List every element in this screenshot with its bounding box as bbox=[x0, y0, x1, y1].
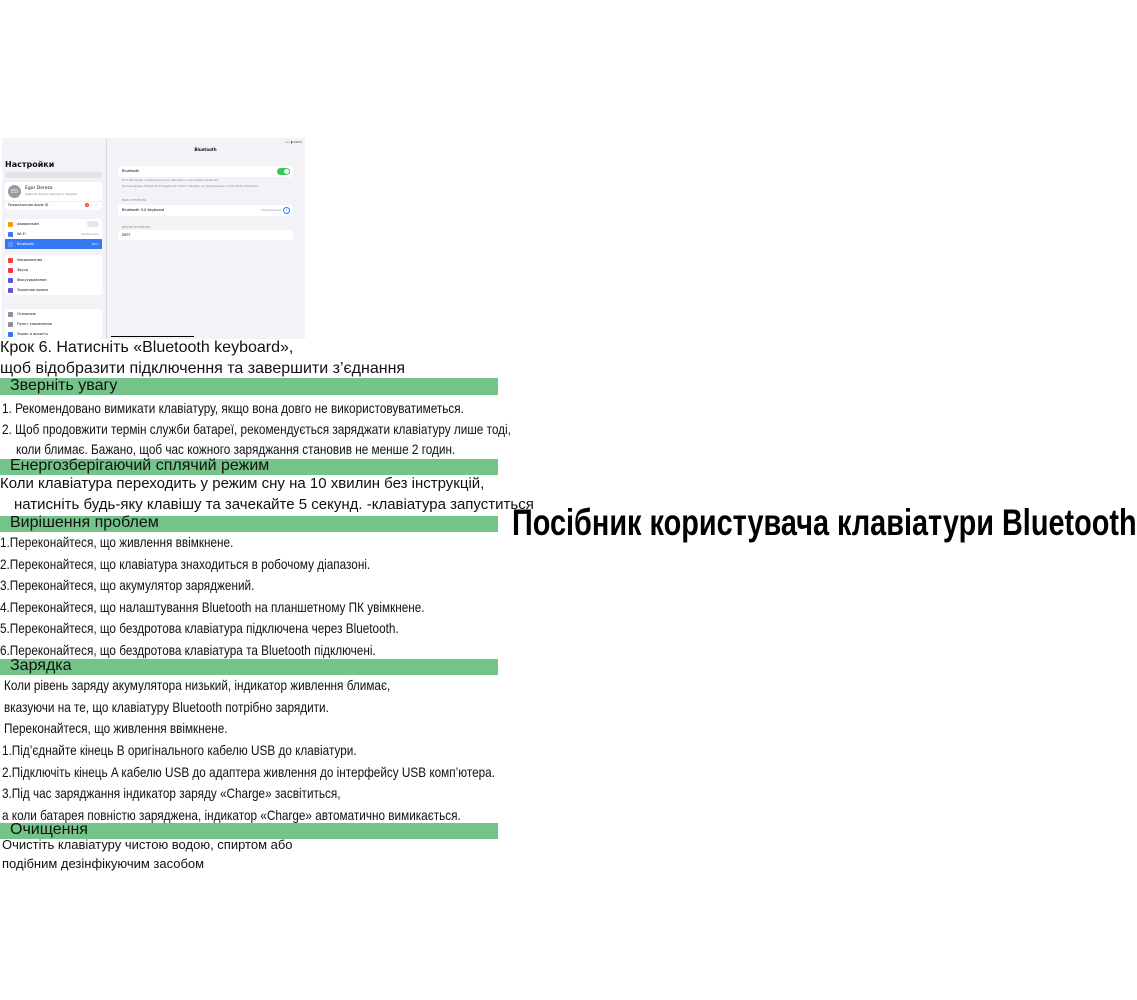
profile-subtitle: Apple ID, iCloud, контент и покупки bbox=[25, 192, 78, 196]
bluetooth-state: Вкл. bbox=[92, 242, 99, 246]
other-devices-header: ДРУГИЕ УСТРОЙСТВА bbox=[122, 226, 151, 229]
sidebar-item-control-center[interactable] bbox=[5, 319, 102, 329]
sidebar-item-label: Экран и яркость bbox=[17, 332, 49, 336]
apple-id-card[interactable] bbox=[5, 182, 102, 210]
sidebar-item-wifi[interactable] bbox=[5, 229, 102, 239]
sidebar-item-notifications[interactable] bbox=[5, 255, 102, 265]
airplane-icon bbox=[8, 222, 13, 227]
sleep-band bbox=[0, 459, 498, 475]
attention-item-1: 1. Рекомендовано вимикати клавіатуру, якщо вона довго не використовуватиметься. bbox=[2, 400, 464, 416]
sidebar-item-sounds[interactable] bbox=[5, 265, 102, 275]
wifi-icon bbox=[8, 232, 13, 237]
step6-line2: щоб відобразити підключення та завершити з’єднання bbox=[0, 360, 406, 377]
sidebar-item-airplane[interactable] bbox=[5, 219, 102, 229]
wifi-network-name: KeyMacOne bbox=[81, 232, 99, 236]
bell-icon bbox=[8, 258, 13, 263]
charging-line-6: 3.Під час заряджання індикатор заряду «Charge» засвітиться, bbox=[2, 785, 341, 801]
profile-name: Egor Dereza bbox=[25, 186, 53, 191]
settings-group-connectivity bbox=[5, 219, 102, 249]
sidebar-item-label: Основные bbox=[17, 312, 36, 316]
divider bbox=[5, 201, 102, 202]
divider bbox=[106, 138, 107, 339]
avatar: ED bbox=[8, 185, 21, 198]
charging-line-2: вказуючи на те, що клавіатуру Bluetooth потрібно зарядити. bbox=[4, 699, 329, 715]
charging-line-4: 1.Під’єднайте кінець B оригінального кабелю USB до клавіатури. bbox=[2, 742, 357, 758]
cleaning-line-2: подібним дезінфікуючим засобом bbox=[2, 856, 205, 871]
device-row-keyboard[interactable] bbox=[118, 205, 293, 216]
trouble-item-4: 4.Переконайтеся, що налаштування Bluetooth на планшетному ПК увімкнене. bbox=[0, 599, 425, 615]
sleep-line-1: Коли клавіатура переходить у режим сну на 10 хвилин без інструкцій, bbox=[0, 475, 485, 492]
bluetooth-icon bbox=[8, 242, 13, 247]
status-bar-battery: ••• ▮ 100% bbox=[284, 140, 302, 144]
sidebar-item-label: Bluetooth bbox=[17, 242, 35, 246]
page-title: Посібник користувача клавіатури Bluetooth bbox=[512, 502, 1137, 543]
charging-line-5: 2.Підключіть кінець A кабелю USB до адаптера живлення до інтерфейсу USB комп’ютера. bbox=[2, 764, 495, 780]
bluetooth-toggle[interactable] bbox=[277, 168, 290, 175]
divider bbox=[111, 336, 194, 337]
apple-id-suggestions[interactable]: Предложения Apple ID bbox=[8, 203, 49, 207]
sidebar-item-general[interactable] bbox=[5, 309, 102, 319]
bluetooth-warning: Использование "Bluetooth 3.0 Keyboard" может повлиять на подключения к сетям Wi-Fi и Bluetooth. bbox=[122, 185, 259, 188]
airplane-toggle[interactable] bbox=[87, 221, 99, 227]
charging-line-3: Переконайтеся, що живлення ввімкнене. bbox=[4, 720, 228, 736]
cleaning-line-1: Очистіть клавіатуру чистою водою, спиртом або bbox=[2, 837, 293, 852]
troubleshooting-heading: Вирішення проблем bbox=[10, 514, 159, 531]
sidebar-item-label: Звуки bbox=[17, 268, 29, 272]
bluetooth-note: Этот iPad будет отображаться как «iPad Egor» в настройках Bluetooth. bbox=[122, 179, 219, 182]
sidebar-item-focus[interactable] bbox=[5, 275, 102, 285]
device-name: DEFY bbox=[122, 233, 131, 237]
sidebar-item-display[interactable] bbox=[5, 329, 102, 339]
trouble-item-5: 5.Переконайтеся, що бездротова клавіатура підключена через Bluetooth. bbox=[0, 620, 399, 636]
charging-line-7: а коли батарея повністю заряджена, індикатор «Charge» автоматично вимикається. bbox=[2, 807, 461, 823]
attention-item-2-cont: коли блимає. Бажано, щоб час кожного заряджання становив не менше 2 годин. bbox=[16, 441, 456, 457]
ipad-settings-screenshot bbox=[2, 138, 305, 339]
toggle-knob bbox=[284, 169, 289, 174]
charging-heading: Зарядка bbox=[10, 657, 72, 674]
sidebar-title: Настройки bbox=[5, 160, 55, 169]
speaker-icon bbox=[8, 268, 13, 273]
bluetooth-label: Bluetooth bbox=[122, 169, 140, 173]
settings-search-input[interactable] bbox=[5, 172, 102, 178]
sleep-line-2: натисніть будь-яку клавішу та зачекайте 5 секунд. -клавіатура запуститься bbox=[14, 496, 534, 513]
my-devices-header: МОИ УСТРОЙСТВА bbox=[122, 199, 147, 202]
settings-group-notifications bbox=[5, 255, 102, 295]
sidebar-item-label: Авиарежим bbox=[17, 222, 39, 226]
sidebar-item-bluetooth[interactable] bbox=[5, 239, 102, 249]
trouble-item-6: 6.Переконайтеся, що бездротова клавіатура та Bluetooth підключені. bbox=[0, 642, 376, 658]
sidebar-item-label: Пункт управления bbox=[17, 322, 53, 326]
trouble-item-2: 2.Переконайтеся, що клавіатура знаходиться в робочому діапазоні. bbox=[0, 556, 371, 572]
charging-line-1: Коли рівень заряду акумулятора низький, індикатор живлення блимає, bbox=[4, 677, 391, 693]
detail-title: Bluetooth bbox=[194, 147, 217, 152]
cleaning-heading: Очищення bbox=[10, 821, 88, 838]
chevron-right-icon: › bbox=[96, 202, 98, 207]
step6-line1: Крок 6. Натисніть «Bluetooth keyboard», bbox=[0, 339, 294, 356]
brightness-icon bbox=[8, 332, 13, 337]
attention-band bbox=[0, 378, 498, 395]
moon-icon bbox=[8, 278, 13, 283]
attention-item-2: 2. Щоб продовжити термін служби батареї, рекомендується заряджати клавіатуру лише тоді, bbox=[2, 421, 511, 437]
sidebar-item-label: Wi-Fi bbox=[17, 232, 26, 236]
gear-icon bbox=[8, 312, 13, 317]
sidebar-item-label: Фокусирование bbox=[17, 278, 47, 282]
info-icon[interactable]: i bbox=[283, 207, 290, 214]
sidebar-item-label: Экранное время bbox=[17, 288, 48, 292]
bluetooth-switch-row bbox=[118, 166, 293, 177]
settings-sidebar bbox=[2, 138, 106, 339]
device-name: Bluetooth 3.0 Keyboard bbox=[122, 208, 165, 212]
troubleshooting-band bbox=[0, 516, 498, 532]
sliders-icon bbox=[8, 322, 13, 327]
sidebar-item-screen-time[interactable] bbox=[5, 285, 102, 295]
trouble-item-3: 3.Переконайтеся, що акумулятор заряджений. bbox=[0, 577, 255, 593]
attention-heading: Зверніть увагу bbox=[10, 377, 118, 394]
trouble-item-1: 1.Переконайтеся, що живлення ввімкнене. bbox=[0, 534, 234, 550]
sleep-heading: Енергозберігаючий сплячий режим bbox=[10, 457, 270, 474]
hourglass-icon bbox=[8, 288, 13, 293]
sidebar-item-label: Уведомления bbox=[17, 258, 43, 262]
charging-band bbox=[0, 659, 498, 675]
settings-group-general bbox=[5, 309, 102, 339]
notification-badge: 2 bbox=[86, 203, 88, 207]
device-row-other[interactable] bbox=[118, 230, 293, 240]
device-status: Подключено bbox=[261, 208, 281, 212]
